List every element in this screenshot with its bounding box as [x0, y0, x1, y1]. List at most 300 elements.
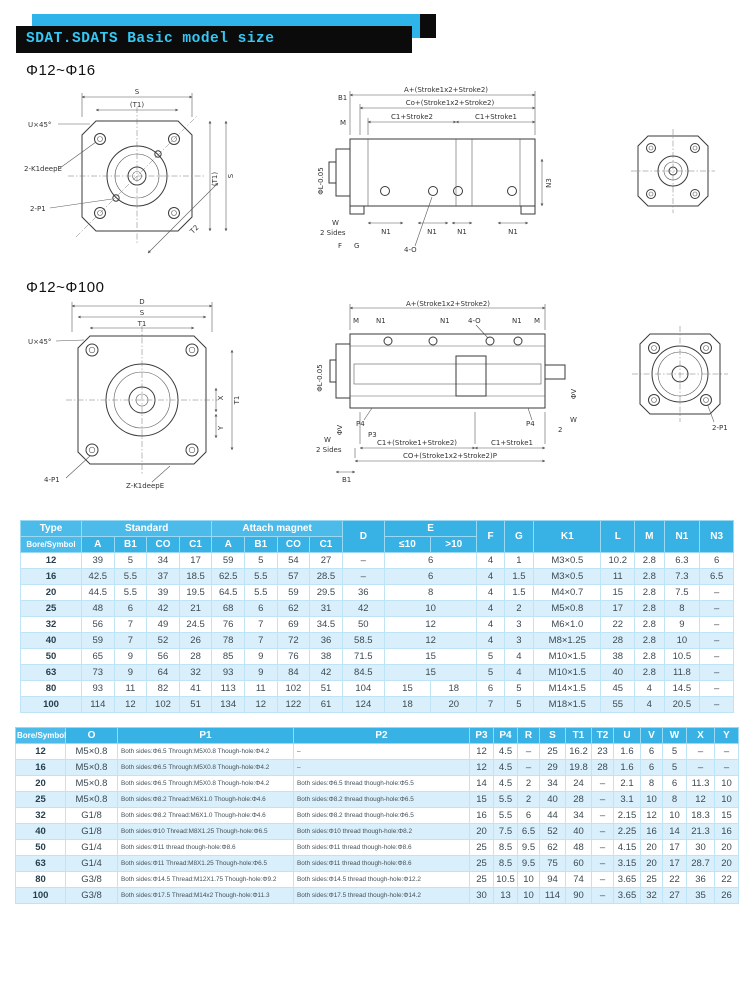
table-cell: –	[700, 617, 734, 633]
table-cell: 12	[687, 792, 715, 808]
table-cell: 54	[277, 553, 310, 569]
table-cell: 14.5	[664, 681, 700, 697]
table-cell: 17	[663, 840, 687, 856]
table-cell: 28	[179, 649, 212, 665]
table-cell: –	[700, 697, 734, 713]
table-cell: 13	[494, 888, 518, 904]
bore-cell: 25	[21, 601, 82, 617]
table-cell: 7.5	[494, 824, 518, 840]
table-cell: Both sides:Φ14.5 thread though-hole:Φ12.2	[294, 872, 470, 888]
table-cell: 4	[635, 681, 664, 697]
table-cell: –	[342, 553, 384, 569]
col-header-b1: B1	[114, 537, 147, 553]
table-cell: 2.1	[614, 776, 641, 792]
table-cell: 59	[212, 553, 245, 569]
bore-cell: 12	[16, 744, 66, 760]
bore-cell: 16	[16, 760, 66, 776]
table-cell: M8×1.25	[534, 633, 601, 649]
dim-label-m: M	[340, 119, 347, 127]
dim-label-n3: N3	[545, 178, 553, 188]
table-cell: –	[294, 760, 470, 776]
note-2-sides: 2 Sides	[316, 446, 342, 454]
table-cell: 122	[277, 697, 310, 713]
table-cell: 48	[81, 601, 114, 617]
table-cell: 44.5	[81, 585, 114, 601]
dim-label-w: W	[324, 436, 331, 444]
table-cell: 10.5	[494, 872, 518, 888]
table-cell: 38	[310, 649, 343, 665]
table-cell: 7	[114, 633, 147, 649]
table-cell: 50	[342, 617, 384, 633]
table-cell: 65	[81, 649, 114, 665]
table-cell: 64.5	[212, 585, 245, 601]
col-group-attach-magnet: Attach magnet	[212, 521, 342, 537]
table-cell: 73	[81, 665, 114, 681]
table-cell: 93	[81, 681, 114, 697]
port-table	[15, 727, 739, 904]
table-cell: 71.5	[342, 649, 384, 665]
table-cell: 64	[147, 665, 180, 681]
table-cell: 18.3	[687, 808, 715, 824]
table-cell: M4×0.7	[534, 585, 601, 601]
table-cell: 3	[504, 617, 533, 633]
col-header-a: A	[81, 537, 114, 553]
table-cell: 124	[342, 697, 384, 713]
table-cell: 3.65	[614, 888, 641, 904]
table-cell: –	[518, 760, 540, 776]
table-cell: 7.5	[664, 585, 700, 601]
table-cell: G1/4	[66, 856, 118, 872]
table-cell: 16	[470, 808, 494, 824]
table-cell: 2.8	[635, 569, 664, 585]
table-cell: –	[687, 760, 715, 776]
col-header-p4: P4	[494, 728, 518, 744]
table-cell: 2.8	[635, 633, 664, 649]
table-cell: 14	[470, 776, 494, 792]
table-cell: 15	[384, 665, 477, 681]
table-cell: 5	[244, 553, 277, 569]
table-cell: 2.8	[635, 585, 664, 601]
col-header-co: CO	[277, 537, 310, 553]
col-header-c1: C1	[310, 537, 343, 553]
table-cell: 15	[470, 792, 494, 808]
table-row	[16, 872, 739, 888]
table-cell: 69	[277, 617, 310, 633]
bore-cell: 50	[21, 649, 82, 665]
table-cell: 38	[601, 649, 635, 665]
title-endcap	[420, 14, 436, 38]
table-cell: 40	[601, 665, 635, 681]
table-cell: –	[700, 681, 734, 697]
table-cell: 10	[384, 601, 477, 617]
table-cell: 2	[504, 601, 533, 617]
table-cell: 20.5	[664, 697, 700, 713]
dim-label-2: 2	[558, 426, 563, 434]
table-cell: 10.5	[664, 649, 700, 665]
col-header-s: S	[540, 728, 566, 744]
port-label-p4: P4	[356, 420, 365, 428]
dim-label-s: S	[139, 309, 145, 317]
table-cell: 28	[601, 633, 635, 649]
table-cell: 55	[601, 697, 635, 713]
dim-label-n1: N1	[457, 228, 467, 236]
table-cell: 4.5	[494, 760, 518, 776]
table-cell: 6.3	[664, 553, 700, 569]
table-cell: 5.5	[114, 585, 147, 601]
col-header-n3: N3	[700, 521, 734, 553]
table-cell: 20	[715, 856, 739, 872]
bore-cell: 50	[16, 840, 66, 856]
table-cell: 4	[477, 633, 504, 649]
table-cell: 39	[81, 553, 114, 569]
table-cell: –	[715, 744, 739, 760]
table-cell: 102	[147, 697, 180, 713]
table-cell: 7.3	[664, 569, 700, 585]
table-cell: 51	[310, 681, 343, 697]
table-cell: 1.6	[614, 744, 641, 760]
table-cell: M3×0.5	[534, 553, 601, 569]
table-cell: 32	[641, 888, 663, 904]
dim-label-n1: N1	[508, 228, 518, 236]
table-cell: 32	[179, 665, 212, 681]
table-cell: 30	[470, 888, 494, 904]
table-cell: 5.5	[244, 585, 277, 601]
dim-label-co-stroke: CO+(Stroke1x2+Stroke2)P	[403, 452, 497, 460]
table-cell: 42	[310, 665, 343, 681]
table-cell: 9	[114, 649, 147, 665]
table-cell: 84	[277, 665, 310, 681]
table-cell: 6	[663, 776, 687, 792]
table-cell: 41	[179, 681, 212, 697]
dim-label-t1-right: T1	[233, 395, 241, 405]
front-view	[28, 298, 241, 490]
dimension-table-main	[20, 520, 734, 713]
table-cell: 4	[477, 617, 504, 633]
table-cell: 90	[566, 888, 592, 904]
table-row	[21, 585, 734, 601]
table-row	[16, 840, 739, 856]
table-cell: 5	[663, 744, 687, 760]
table-cell: 10	[518, 888, 540, 904]
table-cell: –	[592, 792, 614, 808]
table-cell: 6.5	[518, 824, 540, 840]
table-cell: 20	[641, 856, 663, 872]
table-cell: 44	[540, 808, 566, 824]
side-view	[317, 86, 553, 254]
table-cell: 5	[477, 665, 504, 681]
table-cell: 28	[566, 792, 592, 808]
bore-cell: 100	[16, 888, 66, 904]
table-cell: 31	[310, 601, 343, 617]
thread-label-k1: 2-K1deepE	[24, 165, 62, 173]
table-cell: 12	[641, 808, 663, 824]
table-cell: 6	[114, 601, 147, 617]
table-cell: Both sides:Φ10 Thread:M8X1.25 Though-hole:Φ6.5	[118, 824, 294, 840]
table-cell: 2.8	[635, 553, 664, 569]
table-cell: Both sides:Φ8.2 Thread:M6X1.0 Though-hole:Φ4.6	[118, 808, 294, 824]
col-header-o: O	[66, 728, 118, 744]
dim-label-phil: ΦL-0.05	[317, 167, 325, 195]
dim-label-g: G	[354, 242, 360, 250]
table-row	[21, 649, 734, 665]
port-label-2p1: 2-P1	[712, 424, 728, 432]
table-cell: 6	[700, 553, 734, 569]
table-cell: Both sides:Φ10 thread though-hole:Φ8.2	[294, 824, 470, 840]
table-cell: 18.5	[179, 569, 212, 585]
col-group-e: E	[384, 521, 477, 537]
end-view	[632, 326, 728, 432]
table-cell: 9	[114, 665, 147, 681]
table-cell: Both sides:Φ6.5 Through:M5X0.8 Though-hole:Φ4.2	[118, 744, 294, 760]
table-cell: 2.8	[635, 665, 664, 681]
table-cell: 76	[212, 617, 245, 633]
page-header	[16, 14, 446, 56]
table-cell: –	[592, 888, 614, 904]
table-cell: 113	[212, 681, 245, 697]
table-cell: 7	[114, 617, 147, 633]
dim-label-f: F	[338, 242, 343, 250]
bore-cell: 20	[21, 585, 82, 601]
table-cell: 1.5	[504, 569, 533, 585]
table-cell: –	[592, 776, 614, 792]
dim-label-t1-right: (T1)	[211, 171, 219, 187]
table-cell: M18×1.5	[534, 697, 601, 713]
table-cell: G3/8	[66, 888, 118, 904]
dim-label-m: M	[353, 317, 360, 325]
table-cell: Both sides:Φ11 Thread:M8X1.25 Though-hole:Φ6.5	[118, 856, 294, 872]
table-row	[16, 776, 739, 792]
table-cell: 6	[384, 553, 477, 569]
table-cell: 35	[687, 888, 715, 904]
table-cell: 62.5	[212, 569, 245, 585]
table-cell: 10	[715, 792, 739, 808]
table-cell: 6.5	[700, 569, 734, 585]
table-cell: 18	[384, 697, 430, 713]
dim-label-n1: N1	[512, 317, 522, 325]
table-cell: 4	[504, 665, 533, 681]
port-label-2p1: 2-P1	[30, 205, 46, 213]
table-cell: 18	[431, 681, 477, 697]
dim-label-s: S	[134, 88, 140, 96]
col-header-bore: Bore/Symbol	[21, 537, 82, 553]
table-cell: 19.5	[179, 585, 212, 601]
table-cell: 5.5	[494, 792, 518, 808]
col-header-u: U	[614, 728, 641, 744]
table-cell: 25	[540, 744, 566, 760]
table-cell: 5	[504, 681, 533, 697]
table-cell: 7	[477, 697, 504, 713]
table-cell: 22	[663, 872, 687, 888]
table-cell: M14×1.5	[534, 681, 601, 697]
drawing-small-bore	[20, 81, 734, 273]
table-cell: 3.15	[614, 856, 641, 872]
table-cell: 9	[664, 617, 700, 633]
table-cell: –	[700, 633, 734, 649]
table-cell: 17	[663, 856, 687, 872]
chamfer-label: U×45°	[28, 121, 52, 129]
holes-label-4o: 4-O	[468, 317, 481, 325]
dim-label-t2: T2	[188, 223, 201, 236]
table-cell: 25	[470, 872, 494, 888]
table-cell: G3/8	[66, 872, 118, 888]
table-cell: 104	[342, 681, 384, 697]
table-cell: 4.15	[614, 840, 641, 856]
table-header-row	[16, 728, 739, 744]
bore-cell: 40	[16, 824, 66, 840]
col-header-m: M	[635, 521, 664, 553]
table-cell: 1.5	[504, 585, 533, 601]
table-cell: 17	[601, 601, 635, 617]
table-cell: 2.15	[614, 808, 641, 824]
table-cell: 3.1	[614, 792, 641, 808]
col-header-bore: Bore/Symbol	[16, 728, 66, 744]
table-cell: 17	[179, 553, 212, 569]
table-cell: 61	[310, 697, 343, 713]
table-cell: 45	[601, 681, 635, 697]
front-view	[24, 88, 235, 253]
bore-cell: 12	[21, 553, 82, 569]
table-cell: Both sides:Φ6.5 Through:M5X0.8 Though-hole:Φ4.2	[118, 776, 294, 792]
table1-container	[0, 520, 754, 713]
table-cell: Both sides:Φ17.5 thread though-hole:Φ14.2	[294, 888, 470, 904]
table-cell: Both sides:Φ8.2 thread though-hole:Φ6.5	[294, 808, 470, 824]
table-cell: 6	[641, 744, 663, 760]
table-cell: Both sides:Φ11 thread though-hole:Φ8.6	[294, 856, 470, 872]
table-cell: 30	[687, 840, 715, 856]
col-header-co: CO	[147, 537, 180, 553]
table-cell: 85	[212, 649, 245, 665]
dim-label-n1: N1	[427, 228, 437, 236]
table-cell: 27	[310, 553, 343, 569]
dim-label-n1: N1	[381, 228, 391, 236]
table-cell: 22	[601, 617, 635, 633]
table-cell: 6	[518, 808, 540, 824]
bore-cell: 80	[21, 681, 82, 697]
table-cell: 5.5	[244, 569, 277, 585]
port-label-p3: P3	[368, 431, 377, 439]
table-cell: –	[294, 744, 470, 760]
dim-label-n1: N1	[440, 317, 450, 325]
table-row	[16, 744, 739, 760]
table-cell: 37	[147, 569, 180, 585]
table-cell: 34	[147, 553, 180, 569]
page-title: SDAT.SDATS Basic model size	[16, 26, 412, 53]
table-cell: –	[592, 808, 614, 824]
table-cell: 2.8	[635, 617, 664, 633]
dim-label-phiv: ΦV	[336, 424, 344, 436]
table-cell: M10×1.5	[534, 649, 601, 665]
table-row	[16, 888, 739, 904]
table-cell: –	[592, 856, 614, 872]
table-cell: 42.5	[81, 569, 114, 585]
table-cell: Both sides:Φ6.5 thread though-hole:Φ5.5	[294, 776, 470, 792]
dim-label-s-right: S	[227, 173, 235, 179]
dim-label-co-stroke: Co+(Stroke1x2+Stroke2)	[405, 99, 495, 107]
table-cell: 8	[641, 776, 663, 792]
table-cell: 40	[540, 792, 566, 808]
table-cell: 22	[715, 872, 739, 888]
table-cell: 56	[147, 649, 180, 665]
table-cell: G1/8	[66, 808, 118, 824]
col-header-b1: B1	[244, 537, 277, 553]
table-cell: 68	[212, 601, 245, 617]
col-header-t2: T2	[592, 728, 614, 744]
table-cell: 15	[715, 808, 739, 824]
dim-label-c1-strokes: C1+(Stroke1+Stroke2)	[376, 439, 458, 447]
table-cell: –	[715, 760, 739, 776]
col-header-p3: P3	[470, 728, 494, 744]
col-header-d: D	[342, 521, 384, 553]
table-cell: 4.5	[494, 744, 518, 760]
bore-cell: 20	[16, 776, 66, 792]
dim-label-t1: (T1)	[129, 101, 145, 109]
table-cell: 11	[601, 569, 635, 585]
table-cell: 15	[384, 681, 430, 697]
table-cell: M5×0.8	[66, 792, 118, 808]
col-header-t1: T1	[566, 728, 592, 744]
table-cell: Both sides:Φ14.5 Thread:M12X1.75 Though-hole:Φ9.2	[118, 872, 294, 888]
table-cell: 4	[635, 697, 664, 713]
table-row	[21, 553, 734, 569]
table-cell: M3×0.5	[534, 569, 601, 585]
table-cell: 8	[663, 792, 687, 808]
table-cell: 8	[384, 585, 477, 601]
chamfer-label: U×45°	[28, 338, 52, 346]
table-cell: 114	[540, 888, 566, 904]
table-cell: 34	[540, 776, 566, 792]
table-row	[21, 633, 734, 649]
table-cell: Both sides:Φ11 thread though-hole:Φ8.6	[294, 840, 470, 856]
note-2-sides: 2 Sides	[320, 229, 346, 237]
table-row	[16, 760, 739, 776]
table-cell: 36	[310, 633, 343, 649]
section-heading-small-bore: Φ12~Φ16	[26, 62, 96, 79]
table-cell: 10	[518, 872, 540, 888]
table-cell: 57	[277, 569, 310, 585]
table-cell: 5	[114, 553, 147, 569]
table-cell: 74	[566, 872, 592, 888]
table-cell: 36	[687, 872, 715, 888]
table-cell: –	[687, 744, 715, 760]
table-cell: 6	[477, 681, 504, 697]
col-header-v: V	[641, 728, 663, 744]
table-cell: 9	[244, 665, 277, 681]
dim-label-w: W	[570, 416, 577, 424]
table-cell: 28.7	[687, 856, 715, 872]
table-cell: 12	[470, 760, 494, 776]
table-cell: 1.6	[614, 760, 641, 776]
table-cell: 8.5	[494, 840, 518, 856]
table-cell: 12	[114, 697, 147, 713]
table-cell: 6	[244, 601, 277, 617]
table-cell: 28.5	[310, 569, 343, 585]
table-cell: M5×0.8	[66, 760, 118, 776]
end-view	[631, 129, 715, 213]
table-cell: M6×1.0	[534, 617, 601, 633]
port-label-p4: P4	[526, 420, 535, 428]
table-cell: 60	[566, 856, 592, 872]
table-row	[16, 808, 739, 824]
col-header-y: Y	[715, 728, 739, 744]
table-cell: 5	[477, 649, 504, 665]
dim-label-t1: T1	[137, 320, 147, 328]
dim-label-y: Y	[217, 425, 225, 431]
table-cell: 15	[601, 585, 635, 601]
table-cell: 48	[566, 840, 592, 856]
table-cell: Both sides:Φ11 thread though-hole:Φ8.6	[118, 840, 294, 856]
table-row	[21, 617, 734, 633]
col-header-c1: C1	[179, 537, 212, 553]
